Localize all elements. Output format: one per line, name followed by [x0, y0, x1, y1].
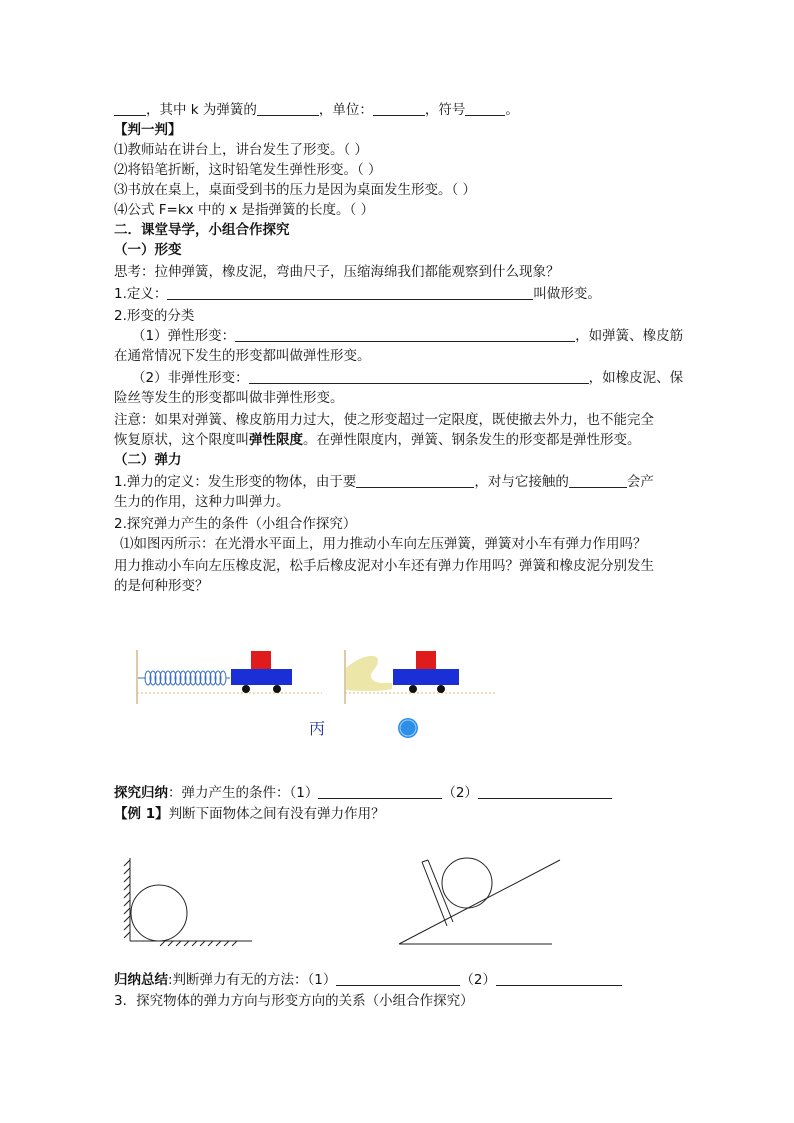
- blank[interactable]: [167, 285, 533, 300]
- text: （2）非弹性形变：: [132, 370, 249, 386]
- text: ，单位：: [318, 102, 373, 118]
- cart-left: [231, 651, 292, 693]
- elastic-line: [132, 326, 683, 346]
- text: 会产: [626, 474, 654, 490]
- judge-item-4: ⑷公式 F=kx 中的 x 是指弹簧的长度。（ ）: [114, 202, 375, 218]
- text: ，如橡皮泥、保: [588, 370, 684, 386]
- nonelastic-line-cont: 险丝等发生的形变都叫做非弹性形变。: [114, 390, 344, 406]
- example-1: [114, 804, 385, 824]
- subsection-deformation: （一）形变: [114, 242, 182, 258]
- text: ，其中 k 为弹簧的: [146, 102, 257, 118]
- blank[interactable]: [235, 327, 575, 342]
- text: ，符号: [424, 102, 466, 118]
- text: ，对与它接触的: [474, 474, 569, 490]
- blank[interactable]: [569, 473, 627, 488]
- judge-title: 【判一判】: [114, 122, 182, 138]
- summary-method: [114, 970, 622, 990]
- judge-item-3: ⑶书放在桌上，桌面受到书的压力是因为桌面发生形变。（ ）: [114, 182, 477, 198]
- item-3: 3．探究物体的弹力方向与形变方向的关系（小组合作探究）: [114, 993, 474, 1009]
- summary-label: 探究归纳: [114, 785, 168, 801]
- badge-icon: [398, 718, 418, 738]
- subsection-elastic-force: （二）弹力: [114, 452, 182, 468]
- section-2-heading: 二．课堂导学，小组合作探究: [114, 222, 290, 238]
- text: 恢复原状，这个限度叫: [114, 432, 249, 448]
- text: :判断弹力有无的方法：（1）: [168, 972, 337, 988]
- text: ：弹力产生的条件：（1）: [168, 785, 319, 801]
- text: 。: [505, 102, 519, 118]
- judge-item-2: ⑵将铅笔折断，这时铅笔发生弹性形变。（ ）: [114, 162, 382, 178]
- text: ，如弹簧、橡皮筋: [575, 328, 684, 344]
- elastic-line-cont: 在通常情况下发生的形变都叫做弹性形变。: [114, 348, 371, 364]
- text: 1.定义：: [114, 286, 168, 302]
- text: （2）: [442, 785, 478, 801]
- blank[interactable]: [114, 101, 146, 116]
- blank[interactable]: [356, 473, 474, 488]
- blank[interactable]: [465, 101, 505, 116]
- example-label: 【例 1】: [114, 806, 169, 822]
- think-question: 思考：拉伸弹簧，橡皮泥，弯曲尺子，压缩海绵我们都能观察到什么现象？: [114, 264, 560, 280]
- blank[interactable]: [249, 369, 589, 384]
- clay: [346, 656, 392, 691]
- text: 叫做形变。: [533, 286, 601, 302]
- text: （1）弹性形变：: [132, 328, 236, 344]
- summary-label: 归纳总结: [114, 972, 168, 988]
- cart-right: [393, 651, 459, 693]
- elastic-limit-term: 弹性限度: [249, 432, 303, 448]
- force-definition-cont: 生力的作用，这种力叫弹力。: [114, 494, 290, 510]
- note-line-2: [114, 430, 641, 450]
- question-1: ⑴如图丙所示：在光滑水平面上，用力推动小车向左压弹簧，弹簧对小车有弹力作用吗？: [120, 536, 647, 552]
- definition-line: [114, 284, 601, 304]
- blank[interactable]: [496, 971, 622, 986]
- judge-item-1: ⑴教师站在讲台上，讲台发生了形变。（ ）: [114, 142, 369, 158]
- blank[interactable]: [373, 101, 425, 116]
- question-3: 的是何种形变？: [114, 578, 209, 594]
- blank[interactable]: [318, 784, 442, 799]
- text: 判断下面物体之间有没有弹力作用？: [168, 806, 385, 822]
- figure-label: 丙: [309, 719, 326, 738]
- text: 。在弹性限度内，弹簧、钢条发生的形变都是弹性形变。: [303, 432, 641, 448]
- figure-ball-incline: [399, 858, 560, 944]
- classification-title: 2.形变的分类: [114, 308, 195, 324]
- blank[interactable]: [336, 971, 460, 986]
- spring: [138, 671, 230, 685]
- force-definition-line: [114, 472, 654, 492]
- formula-line: [114, 100, 519, 120]
- note-line-1: 注意：如果对弹簧、橡皮筋用力过大，使之形变超过一定限度，既使撤去外力，也不能完全: [114, 412, 654, 428]
- summary-conditions: [114, 783, 612, 803]
- question-2: 用力推动小车向左压橡皮泥，松手后橡皮泥对小车还有弹力作用吗？弹簧和橡皮泥分别发生: [114, 558, 654, 574]
- nonelastic-line: [132, 368, 683, 388]
- blank[interactable]: [257, 101, 319, 116]
- conditions-title: 2.探究弹力产生的条件（小组合作探究）: [114, 516, 357, 532]
- text: 1.弹力的定义：发生形变的物体，由于要: [114, 474, 357, 490]
- text: （2）: [460, 972, 496, 988]
- blank[interactable]: [478, 784, 612, 799]
